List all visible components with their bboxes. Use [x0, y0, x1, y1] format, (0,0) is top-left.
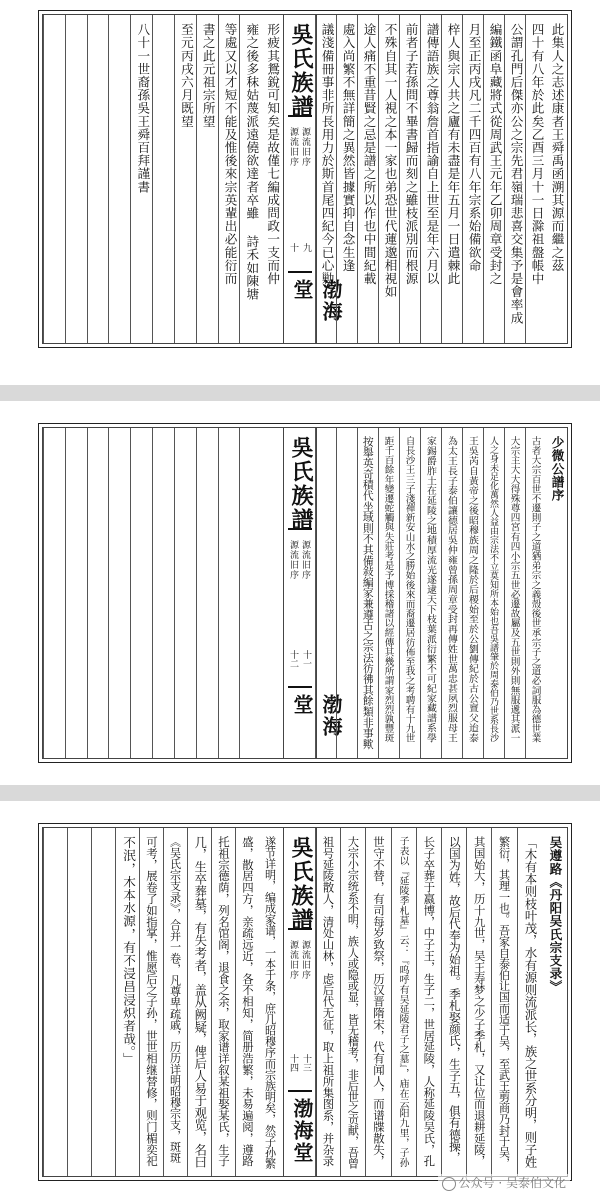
page-number: 十四 [288, 1054, 298, 1072]
text-column [43, 428, 66, 758]
column-text: 雍之後多秣姑蔑派遠僥欲達者卒雖 詩禾如陳塘 [244, 23, 260, 301]
text-column [525, 428, 547, 758]
column-text: 家錫爵胙土在延陵之地積厚流光遂逮天下枝葉派衍繁不可紀家藏譜系學 [424, 436, 436, 743]
text-column [218, 428, 241, 758]
left-half-page [43, 15, 283, 343]
text-column [139, 828, 164, 1176]
spine-hall-name: 渤海堂 [290, 694, 343, 738]
column-text: 形疲其鴛銳可知矣是故僅七編成問政一支而仲 [265, 23, 281, 285]
text-column [336, 428, 358, 758]
column-text: 不殊自其一人視之本一家也弟恐世代蓮邈相視如 [382, 23, 398, 299]
right-half-page [315, 428, 567, 758]
page-number: 十二 [288, 650, 298, 668]
text-column [67, 828, 92, 1176]
column-text: 盛，散居四方，亲疏远近，各不相知，简册浩繁，未易遍阅，遵路 [240, 836, 255, 1167]
text-column [130, 428, 153, 758]
text-column [420, 15, 442, 343]
text-column [525, 15, 547, 343]
column-text: 距千百餘年變遷蛇觸與失莊考是予博採稽諸以經傳其幾所謂家烈烈孰豐斑 [382, 436, 394, 743]
column-text: 梓人與宗人共之廬有未盡是年五月一日遣棘此 [445, 23, 461, 285]
column-text: 托祖宗德荫，列名馆阁，退食之余，取家谱详叙某祖娶某氏，生子 [216, 836, 231, 1167]
text-column [391, 828, 417, 1176]
text-column [218, 15, 241, 343]
text-column [196, 15, 219, 343]
page-frame [38, 823, 572, 1181]
fish-tail-mark [288, 1086, 312, 1096]
text-column [399, 428, 421, 758]
book-spine [283, 428, 343, 758]
column-text: 公謂孔門后傑亦公之宗先君嶺瑞悲喜交集予是會率成 [508, 23, 524, 325]
genealogy-page-11-12 [0, 401, 600, 785]
text-column [315, 828, 341, 1176]
spine-title: 吳氏族譜 [288, 23, 314, 119]
fish-tail-mark [288, 111, 312, 121]
text-column [504, 428, 526, 758]
text-column [261, 428, 283, 758]
column-text: 可考，展卷了如指掌，惟愿后之子孙，世世相继替修，则门楣奕祀 [144, 836, 159, 1167]
text-column [91, 828, 116, 1176]
text-column [357, 15, 379, 343]
wechat-icon [442, 1177, 456, 1191]
text-column [315, 15, 337, 343]
column-text: 大宗小宗统系不明，族人或隐或显，皆无稽考，非后世之贡献，吾曾 [346, 836, 360, 1169]
column-text: 途人痛不重昔賢之忌是譜之所以作也中間紀載 [361, 23, 377, 285]
spine-subtitle: 源流旧序 [300, 127, 310, 167]
text-column [163, 828, 188, 1176]
text-column [378, 15, 400, 343]
text-column [65, 428, 88, 758]
text-column [483, 15, 505, 343]
text-column [108, 15, 131, 343]
column-text: 不泯，木本水源，有不浸昌浸炽者哉。」 [121, 836, 137, 1066]
text-column [65, 15, 88, 343]
fish-tail-mark [288, 924, 312, 934]
column-text: 大宗主大大得殊尊四宮有四小宗五世必遷故屬及五世則外則無服遞其派一 [508, 436, 520, 743]
text-column [420, 428, 442, 758]
text-column [504, 15, 526, 343]
text-column [108, 428, 131, 758]
spine-title: 吳氏族譜 [288, 836, 314, 932]
fish-tail-mark [288, 682, 312, 692]
text-column [130, 15, 153, 343]
column-text: 吴遵路《丹阳吴氏宗支录》 [547, 836, 563, 994]
text-column [259, 828, 283, 1176]
text-column [87, 15, 110, 343]
text-column [546, 428, 567, 758]
text-column [239, 428, 262, 758]
column-text: 編鐵函阜藏將式從周武王元年乙卯周章受封之 [487, 23, 503, 285]
column-text: 王吳芮自黃帝之後昭穆族周之隆於后稷始至於公劉傳紀於古公亶父迨泰 [466, 436, 478, 743]
text-column [152, 428, 175, 758]
column-text: 此集人之志述康者王舜禹函溯其源而繼之茲 [549, 23, 565, 272]
text-column [43, 15, 66, 343]
column-text: 少微公譜序 [549, 436, 565, 502]
text-column [441, 828, 467, 1176]
text-column [196, 428, 219, 758]
text-column [187, 828, 212, 1176]
text-column [365, 828, 391, 1176]
column-text: 人之身未足化萬然人益由宗法不立莫知所本始也吾吳譜肇於周泰伯乃世系長沙 [488, 436, 498, 742]
text-column [315, 428, 337, 758]
column-text: 子表以『延陵季札墓』云：『呜呼有吴延陵君子之墓』，庙在云阳九里，子孙 [397, 836, 409, 1168]
column-text: 八十一世裔孫吳王舜百拜謹書 [135, 23, 151, 194]
column-text: 議淺備冊事非所長用力於斯首尾四紀今已心勦 [319, 23, 335, 285]
text-column [152, 15, 175, 343]
text-column [87, 428, 110, 758]
spine-hall-name: 渤海堂 [290, 1098, 314, 1164]
text-column [441, 428, 463, 758]
column-text: 世守不替，有司每岁致祭，历汉晋隋宋，代有闻人，而谱牒散失， [371, 836, 386, 1167]
column-text: 其国始大，历十九世，吴王寿梦之少子季札，又让位而退耕延陵， [472, 836, 487, 1167]
column-text: 處入尚繁不無詳簡之異然皆據實抑自念生逢 [340, 23, 356, 272]
text-column [174, 15, 197, 343]
text-column [115, 828, 140, 1176]
column-text: 自長沙王三子淺禪新安山水之勝始後來而裔遷居彷佈至我之考聘有十九世 [403, 436, 415, 743]
column-text: 四十有八年於此矣乙酉三月十一日滁祖盤帳中 [529, 23, 545, 285]
spine-title: 吳氏族譜 [288, 436, 314, 532]
column-text: 繁衍，其理一也。吾家自泰伯让国而适于吴，至武王剪商乃封于吴， [497, 836, 511, 1169]
text-column [239, 15, 262, 343]
text-column [491, 828, 517, 1176]
column-text: 至元丙戌六月既望 [178, 23, 194, 128]
book-spine [283, 828, 317, 1176]
text-column [462, 428, 484, 758]
spine-hall-name: 渤海堂 [290, 279, 343, 323]
column-text: 几，生卒葬墓，有失考者，盖从阙疑，俾后人易于观览，名曰 [192, 836, 207, 1169]
fish-tail-mark [288, 267, 312, 277]
spine-subtitle: 源流旧序 [288, 940, 298, 980]
text-column [261, 15, 283, 343]
column-text: 古者大宗百世不遷則子之道猶弟宗之義殼後世承宗子之道必詞服為德世業 [529, 436, 541, 743]
column-text: 為太王長子泰伯讓德居吳仲雍曾孫周章受封再傳姓世萬忠甚夙烈服母王 [445, 436, 457, 743]
text-column [336, 15, 358, 343]
column-text: 《吴氏宗支录》，合并一卷，凡尊卑疏戚，历历详明昭穆宗支，斑斑 [168, 836, 182, 1164]
column-text: 以国为姓，故后代奉为始祖。季札娶颜氏，生子五，俱有德操， [447, 836, 462, 1164]
left-half-page [43, 428, 283, 758]
page-frame [38, 10, 572, 348]
text-column [466, 828, 492, 1176]
text-column [462, 15, 484, 343]
text-column [399, 15, 421, 343]
column-text: 长子卒葬于嬴博，中子王，生子二，世居延陵，人称延陵吴氏，孔 [422, 836, 437, 1167]
text-column [174, 428, 197, 758]
column-text: 月至正丙戌凡二千四百有八年宗系始備欲命 [466, 23, 482, 272]
page-number: 十三 [301, 1054, 311, 1072]
text-column [517, 828, 543, 1176]
genealogy-page-13-14 [0, 801, 600, 1193]
text-column [357, 428, 379, 758]
right-half-page [315, 828, 567, 1176]
column-text: 按舉英奇積代坐域則不其備敍編家兼遵古之宗法彷彿其餘類非事歟 [361, 436, 375, 750]
text-column [43, 828, 68, 1176]
text-column [483, 428, 505, 758]
text-column [441, 15, 463, 343]
text-column [211, 828, 236, 1176]
text-column [542, 828, 567, 1176]
text-column [340, 828, 366, 1176]
page-number: 九 [301, 243, 311, 252]
genealogy-page-9-10 [0, 0, 600, 385]
watermark [438, 1174, 570, 1191]
column-text: 遂节详明，编成家谱，一本千条，庶几昭穆序而宗族明矣，然子孙繁 [263, 836, 277, 1169]
page-number: 十一 [301, 650, 311, 668]
page-number: 十 [288, 243, 298, 252]
watermark-text: 公众号 · 吴泰伯文化 [458, 1176, 566, 1190]
column-text: 譜傳語族之尊翁詹首指諭自上世至是年六月以 [424, 23, 440, 285]
text-column [378, 428, 400, 758]
column-text: 前者子若孫問不畢書歸而刻之雖枝派別而根源 [403, 23, 419, 285]
spine-subtitle: 源流旧序 [300, 940, 310, 980]
column-text: 等處又以才短不能及惟後來宗英輩出必能衍而 [222, 23, 238, 285]
column-text: 祖号延陵散人，清处山林，虑后代无征，取上祖所集图系，并杂录 [321, 836, 336, 1167]
spine-subtitle: 源流旧序 [300, 540, 310, 580]
column-text: 書之此元祖宗所望 [200, 23, 216, 128]
spine-subtitle: 源流旧序 [288, 127, 298, 167]
right-half-page [315, 15, 567, 343]
spine-subtitle: 源流旧序 [288, 540, 298, 580]
column-text: 「木有本则枝叶茂，水有源则流派长，族之世系分明，则子姓 [522, 836, 537, 1169]
text-column [235, 828, 260, 1176]
text-column [546, 15, 567, 343]
fish-tail-mark [288, 524, 312, 534]
left-half-page [43, 828, 283, 1176]
text-column [416, 828, 442, 1176]
page-frame [38, 423, 572, 763]
